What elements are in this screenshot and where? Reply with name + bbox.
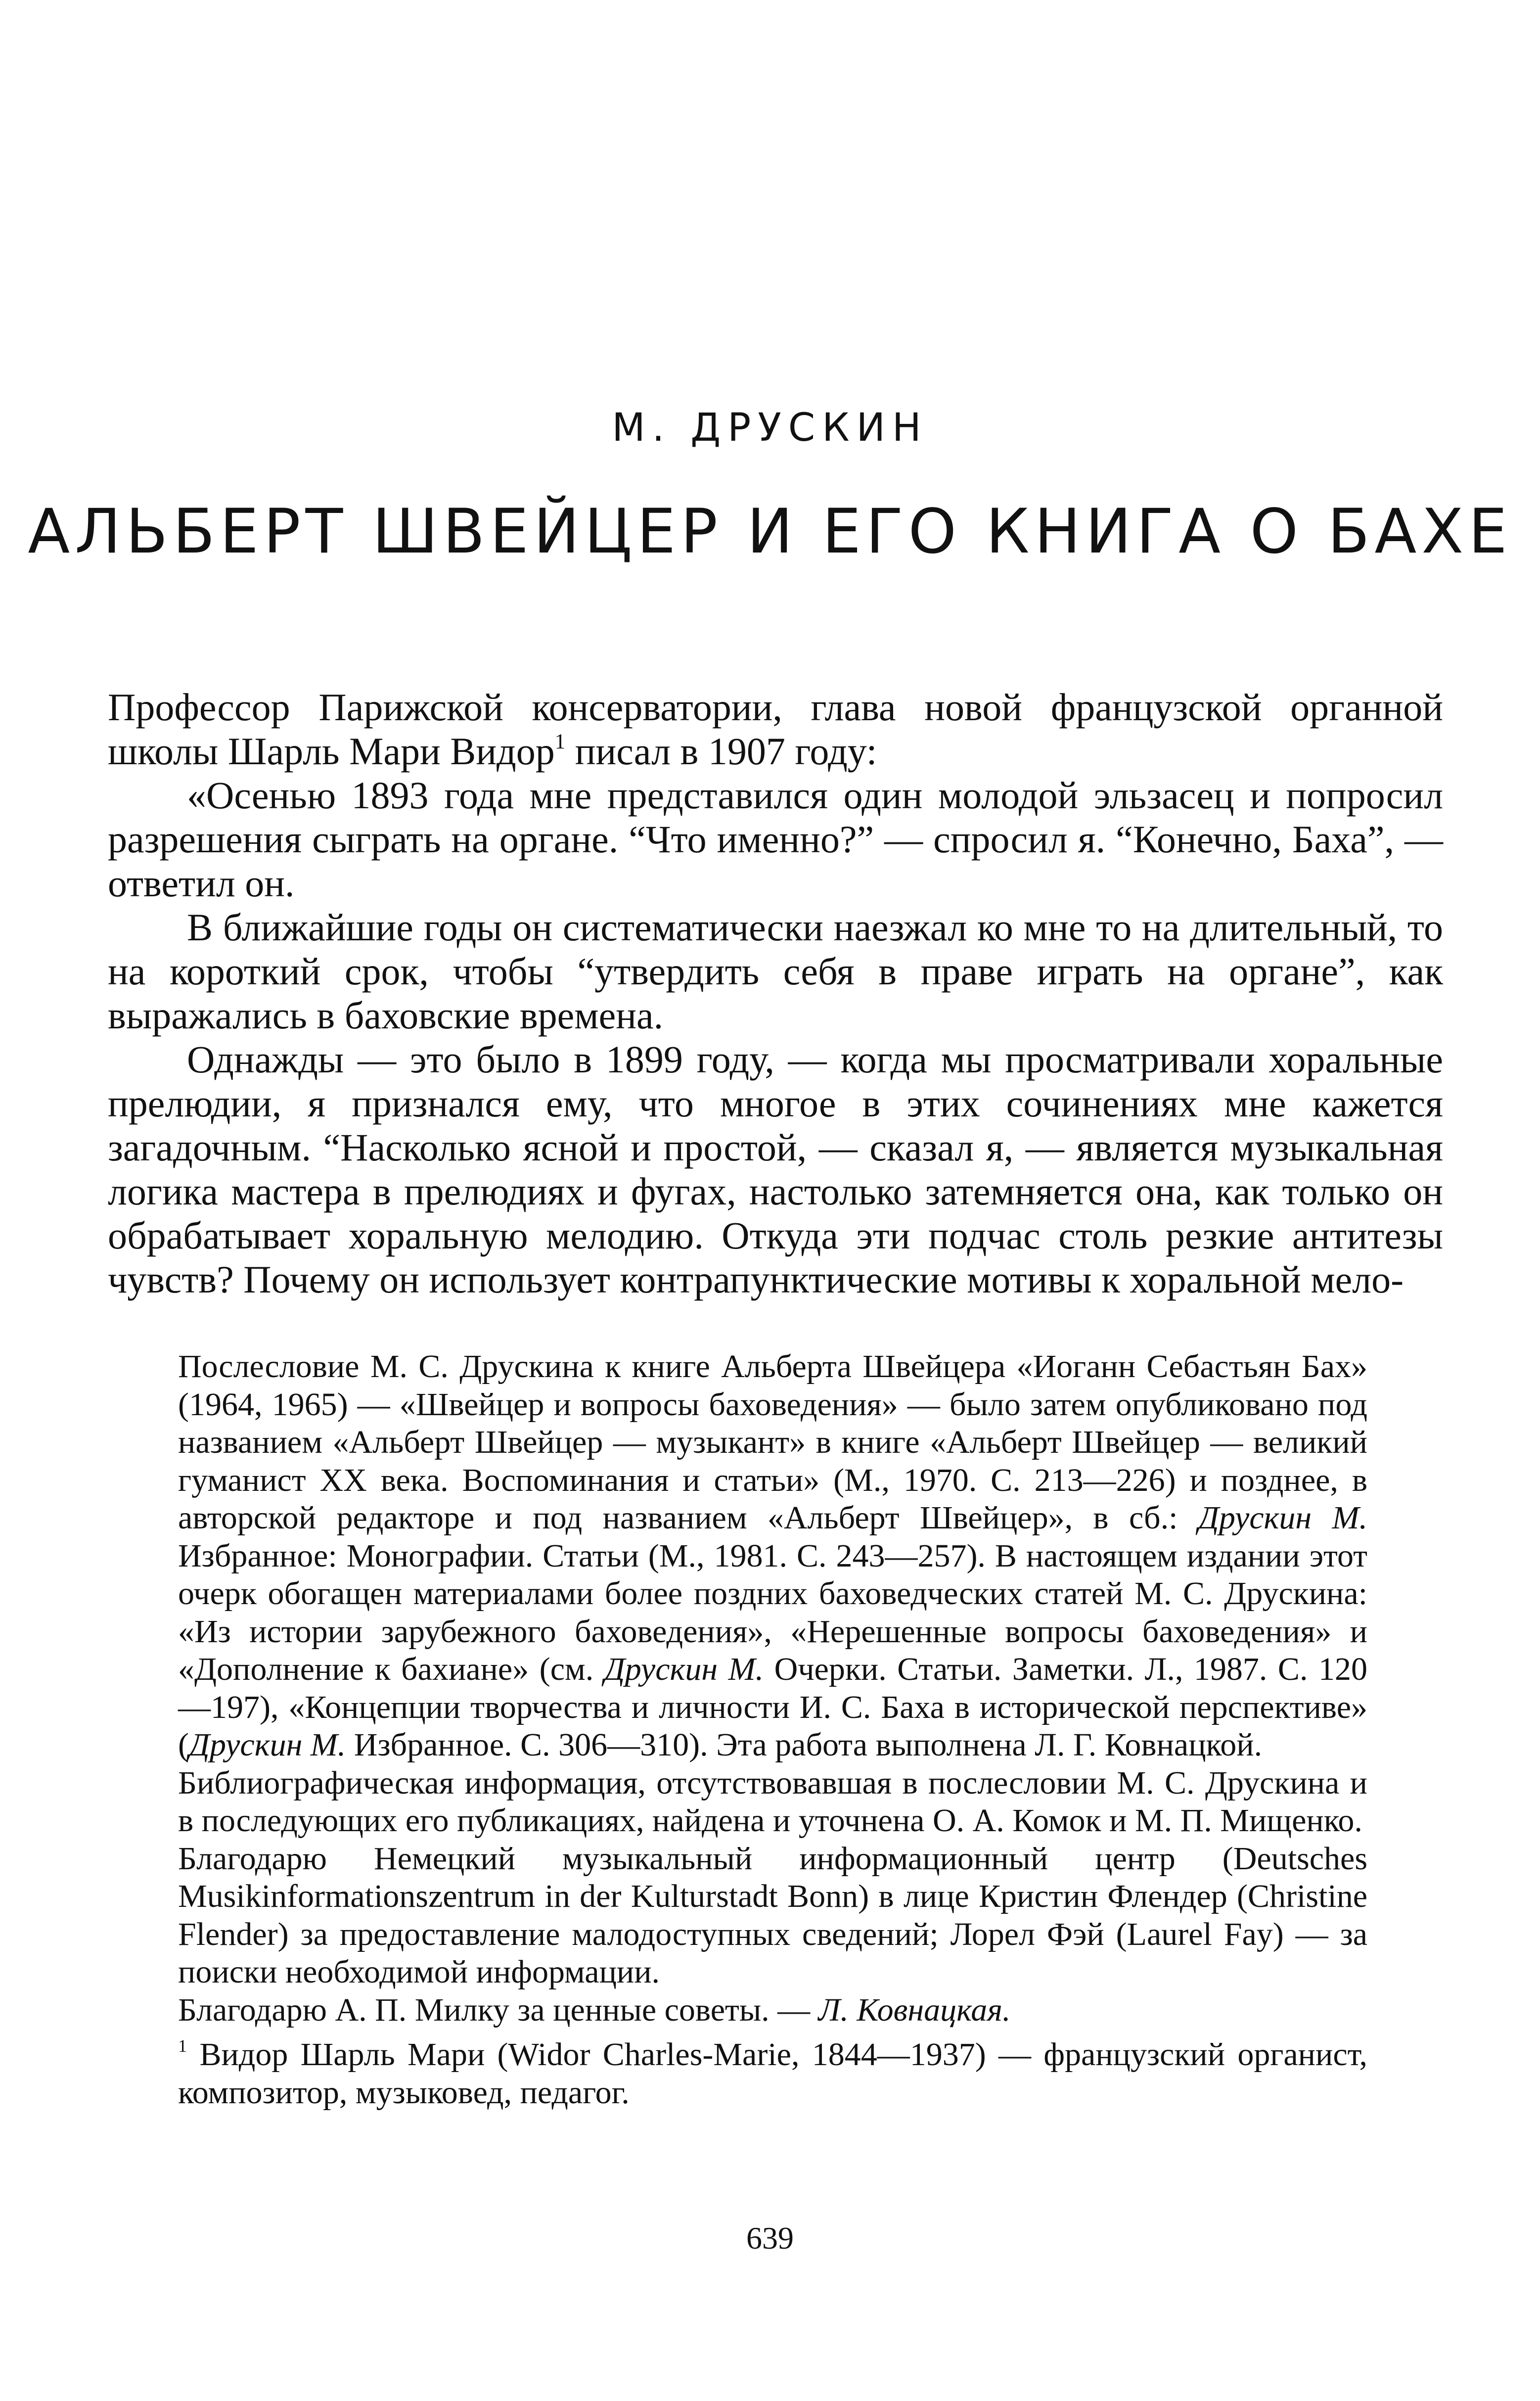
note-text: Избранное. С. 306—310). Эта работа выполнена Л. Г. Ковнацкой.	[346, 1727, 1263, 1763]
article-author: М. ДРУСКИН	[612, 406, 928, 450]
note-text: Очерки. Статьи. Заметки. Л., 1987. С. 120—197), «Концепции творчества и личности И. С. Баха в исторической перспективе» (	[178, 1651, 1367, 1763]
footnote-mark: 1	[178, 2035, 187, 2056]
paragraph-1-text: Профессор Парижской консерватории, глава новой французской органной школы Шарль Мари Видор	[108, 686, 1443, 773]
paragraph-1	[108, 685, 1443, 773]
editor-signature: Л. Ковнацкая.	[818, 1991, 1011, 2028]
cited-author: Друскин М.	[188, 1727, 346, 1763]
main-text	[108, 685, 1443, 1301]
footnote-1	[178, 2036, 1367, 2112]
footnote-reference: 1	[554, 730, 566, 753]
paragraph-4: Однажды — это было в 1899 году, — когда мы просматривали хоральные прелюдии, я признался ему, что многое в этих сочинениях мне кажется загадочным. “Насколько ясной и простой, — сказал я, — является музыкальная логика мастера в прелюдиях и фугах, настолько затемняется она, как только он обрабатывает хоральную мелодию. Откуда эти подчас столь резкие антитезы чувств? Почему он использует контрапунктические мотивы к хоральной мело-	[108, 1038, 1443, 1301]
editorial-notes	[178, 1348, 1367, 2112]
note-text: Послесловие М. С. Друскина к книге Альберта Швейцера «Иоганн Себастьян Бах» (1964, 1965) — «Швейцер и вопросы баховедения» — было затем опубликовано под названием «Альберт Швейцер — музыкант» в книге «Альберт Швейцер — великий гуманист XX века. Воспоминания и статьи» (М., 1970. С. 213—226) и позднее, в авторской редакторе и под названием «Альберт Швейцер», в сб.:	[178, 1348, 1367, 1536]
cited-author: Друскин М.	[604, 1651, 764, 1687]
article-title: АЛЬБЕРТ ШВЕЙЦЕР И ЕГО КНИГА О БАХЕ	[28, 496, 1512, 567]
note-acknowledgement: Благодарю Немецкий музыкальный информационный центр (Deutsches Musikinformationszentrum in der Kulturstadt Bonn) в лице Кристин Флендер (Christine Flender) за предоставление малодоступных сведений; Лорел Фэй (Laurel Fay) — за поиски необходимой информации.	[178, 1840, 1367, 1990]
paragraph-2: «Осенью 1893 года мне представился один молодой эльзасец и попросил разрешения сыграть на органе. “Что именно?” — спросил я. “Конечно, Баха”, — ответил он.	[108, 774, 1443, 905]
cited-author: Друскин М.	[1198, 1500, 1367, 1536]
note-bibliography: Библиографическая информация, отсутствовавшая в послесловии М. С. Друскина и в последующих его публикациях, найдена и уточнена О. А. Комок и М. П. Мищенко.	[178, 1764, 1367, 1839]
note-afterword	[178, 1348, 1367, 1764]
note-text: Благодарю А. П. Милку за ценные советы. —	[178, 1991, 818, 2028]
footnote-text: Видор Шарль Мари (Widor Charles-Marie, 1844—1937) — французский органист, композитор, музыковед, педагог.	[178, 2036, 1367, 2111]
paragraph-3: В ближайшие годы он систематически наезжал ко мне то на длительный, то на короткий срок, чтобы “утвердить себя в праве играть на органе”, как выражались в баховские времена.	[108, 906, 1443, 1037]
note-thanks	[178, 1991, 1367, 2030]
page-number: 639	[746, 2220, 794, 2256]
paragraph-1-text-end: писал в 1907 году:	[565, 730, 877, 773]
note-text: Избранное: Монографии. Статьи (М., 1981. С. 243—257). В настоящем издании этот очерк обогащен материалами более поздних баховедческих статей М. С. Друскина: «Из истории зарубежного баховедения», «Нерешенные вопросы баховедения» и «Дополнение к бахиане» (см.	[178, 1537, 1367, 1687]
